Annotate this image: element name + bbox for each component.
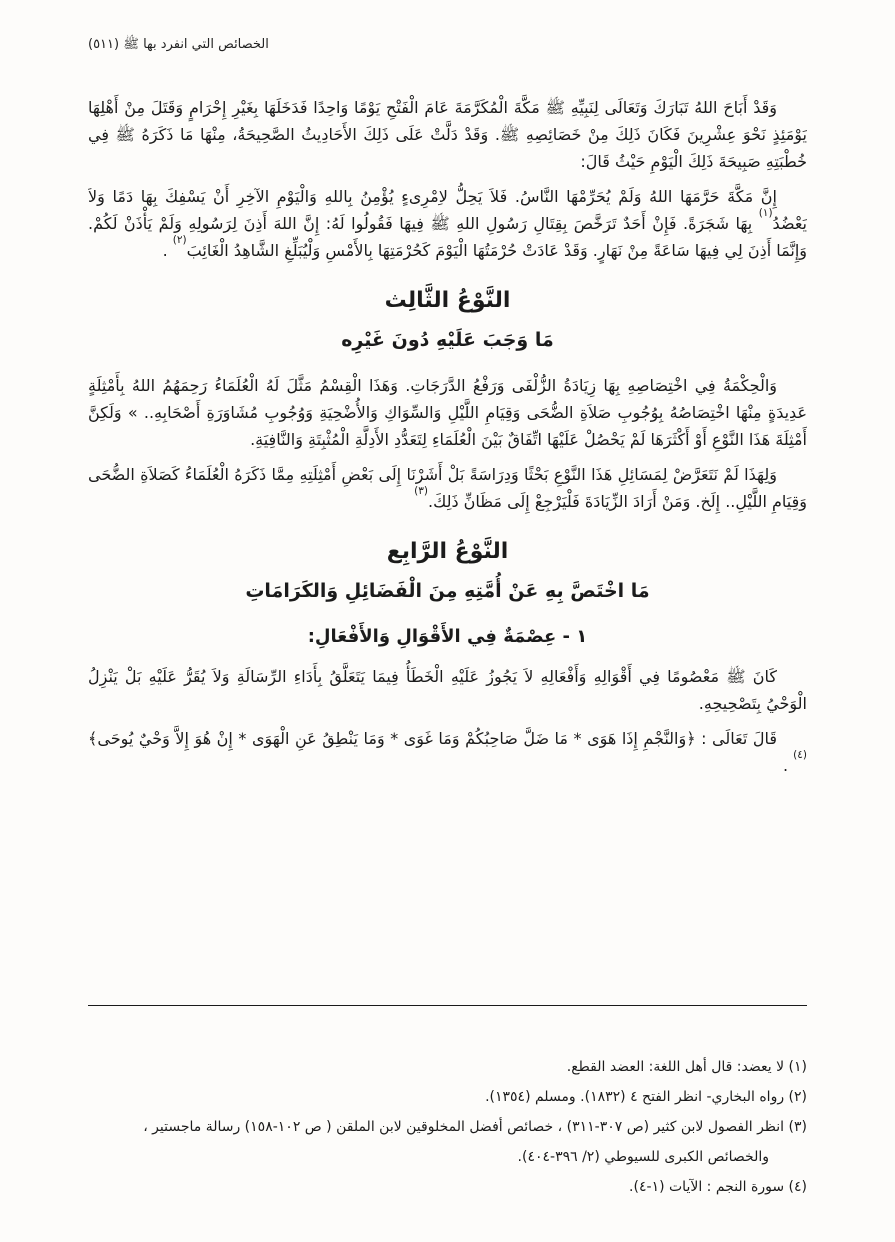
footnotes-list (88, 1052, 807, 1202)
footnote-ref-3: (٣) (414, 484, 429, 497)
section-3-title: النَّوْعُ الثَّالِث (384, 288, 511, 313)
footnote-4: (٤) سورة النجم : الآيات (١-٤). (629, 1179, 807, 1195)
footnote-2: (٢) رواه البخاري- انظر الفتح ٤ (١٨٣٢). ومسلم (١٣٥٤). (485, 1089, 807, 1105)
paragraph-infallibility: كَانَ ﷺ مَعْصُومًا فِي أَقْوَالِهِ وَأَفْعَالِهِ لاَ يَجُوزُ عَلَيْهِ الْخَطَأُ فِيمَا يَتَعَلَّقُ بِأَدَاءِ الرِّسَالَةِ وَلاَ يُقَرُّ عَلَيْهِ بَلْ يَنْزِلُ الْوَحْيُ بِتَصْحِيحِهِ. (88, 667, 807, 713)
paragraph-quran-quote (88, 725, 807, 779)
footnote-1: (١) لا يعضد: قال أهل اللغة: العضد القطع. (566, 1059, 807, 1075)
text-run: . (782, 756, 794, 775)
page-content (88, 94, 807, 1005)
paragraph-opening: وَقَدْ أَبَاحَ اللهُ تَبَارَكَ وَتَعَالَى لِنَبِيِّهِ ﷺ مَكَّةَ الْمُكَرَّمَةَ عَامَ الْفَتْحِ يَوْمًا وَاحِدًا فَدَخَلَهَا بِغَيْرِ إِحْرَامٍ وَقَتَلَ مِنْ أَهْلِهَا يَوْمَئِذٍ نَحْوَ عِشْرِينَ فَكَانَ ذَلِكَ مِنْ خَصَائِصِهِ ﷺ. وَقَدْ دَلَّتْ عَلَى ذَلِكَ الأَحَادِيثُ الصَّحِيحَةُ، مِنْهَا مَا ذَكَرَهُ ﷺ فِي خُطْبَتِهِ صَبِيحَةَ ذَلِكَ الْيَوْمِ حَيْثُ قَالَ: (88, 98, 807, 171)
paragraph-hadith (88, 183, 807, 264)
running-header (88, 36, 807, 54)
footnote-3: (٣) انظر الفصول لابن كثير (ص ٣٠٧-٣١١) ، خصائص أفضل المخلوقين لابن الملقن ( ص ١٠٢-١٥٨) رسالة ماجستير ، والخصائص الكبرى للسيوطي (٢/ ٣٩٦-٤٠٤). (143, 1119, 807, 1165)
footnote-divider (88, 1005, 807, 1006)
section-4-title: النَّوْعُ الرَّابِع (386, 539, 509, 564)
text-run: إِنَّ مَكَّةَ حَرَّمَهَا اللهُ وَلَمْ يُحَرِّمْهَا النَّاسُ. فَلاَ يَحِلُّ لاِمْرِىءٍ يُؤْمِنُ بِاللهِ وَالْيَوْمِ الآخِرِ أَنْ يَسْفِكَ بِهَا دَمًا وَلاَ يَعْضُدُ (88, 187, 807, 233)
text-run: وَلِهَذَا لَمْ نَتَعَرَّضْ لِمَسَائِلِ هَذَا النَّوْعِ بَحْثًا وَدِرَاسَةً بَلْ أَشَرْنَا إِلَى بَعْضِ أَمْثِلَتِهِ مِمَّا ذَكَرَهُ الْعُلَمَاءُ كَصَلاَةِ الضُّحَى وَقِيَامِ اللَّيْلِ.. إِلَخ. وَمَنْ أَرَادَ الزِّيَادَةَ فَلْيَرْجِعْ إِلَى مَظَانِّ ذَلِكَ. (88, 465, 807, 511)
footnote-ref-1: (١) (758, 206, 773, 219)
footnotes-section (88, 1005, 807, 1202)
text-run: قَالَ تَعَالَى : ﴿وَالنَّجْمِ إِذَا هَوَى * مَا ضَلَّ صَاحِبُكُمْ وَمَا غَوَى * وَمَا يَنْطِقُ عَنِ الْهَوَى * إِنْ هُوَ إِلاَّ وَحْيٌ يُوحَى﴾ (88, 729, 777, 748)
text-run: . (162, 241, 173, 260)
section-4-item-1-heading: ١ - عِصْمَةٌ فِي الأَقْوَالِ وَالأَفْعَالِ: (307, 626, 588, 647)
paragraph-method (88, 461, 807, 515)
paragraph-wisdom: وَالْحِكْمَةُ فِي اخْتِصَاصِهِ بِهَا زِيَادَةُ الزُّلْفَى وَرَفْعُ الدَّرَجَاتِ. وَهَذَا الْقِسْمُ مَثَّلَ لَهُ الْعُلَمَاءُ رَحِمَهُمُ اللهُ بِأَمْثِلَةٍ عَدِيدَةٍ مِنْهَا اخْتِصَاصُهُ بِوُجُوبِ صَلاَةِ الضُّحَى وَقِيَامِ اللَّيْلِ وَالسِّوَاكِ وَالأُضْحِيَةِ وَوُجُوبِ مُشَاوَرَةِ أَصْحَابِهِ.. » وَلَكِنَّ أَمْثِلَةَ هَذَا النَّوْعِ أَوْ أَكْثَرَهَا لَمْ يَحْصُلْ عَلَيْهَا اتِّفَاقٌ بَيْنَ الْعُلَمَاءِ لِتَعَدُّدِ الأَدِلَّةِ الْمُثْبِتَةِ وَالنَّافِيَةِ. (88, 376, 807, 449)
section-3-subtitle: مَا وَجَبَ عَلَيْهِ دُونَ غَيْرِه (341, 329, 554, 351)
footnote-ref-4: (٤) (793, 748, 807, 761)
running-header-title: الخصائص التي انفرد بها ﷺ (٥١١) (88, 37, 269, 52)
text-run: بِهَا شَجَرَةً. فَإِنْ أَحَدٌ تَرَخَّصَ بِقِتَالِ رَسُولِ اللهِ ﷺ فِيهَا فَقُولُوا لَهُ: إِنَّ اللهَ أَذِنَ لِرَسُولِهِ وَلَمْ يَأْذَنْ لَكُمْ. وَإِنَّمَا أَذِنَ لِي فِيهَا سَاعَةً مِنْ نَهَارٍ. وَقَدْ عَادَتْ حُرْمَتُهَا الْيَوْمَ كَحُرْمَتِهَا بِالأَمْسِ وَلْيُبَلِّغِ الشَّاهِدُ الْغَائِبَ (88, 214, 807, 260)
footnote-ref-2: (٢) (172, 233, 187, 246)
section-4-subtitle: مَا اخْتَصَّ بِهِ عَنْ أُمَّتِهِ مِنَ الْفَضَائِلِ وَالكَرَامَاتِ (245, 580, 650, 602)
